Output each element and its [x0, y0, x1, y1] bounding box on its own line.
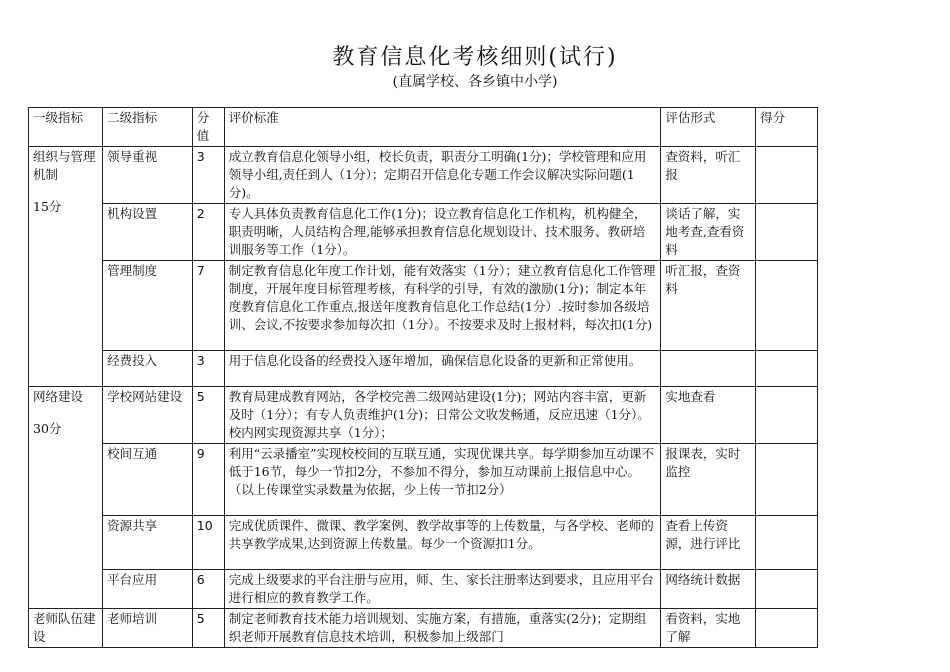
- method-cell: 实地查看: [661, 387, 756, 444]
- criteria-cell: 完成优质课件、微课、教学案例、教学故事等的上传数量，与各学校、老师的共享教学成果,达到资源上传数量。每少一个资源扣1分。: [224, 516, 661, 570]
- score-cell: [756, 351, 818, 387]
- method-cell: 网络统计数据: [661, 570, 756, 609]
- table-row: [29, 387, 818, 444]
- score-cell: [756, 609, 818, 648]
- score-cell: [756, 444, 818, 516]
- level2-cell: 校间互通: [103, 444, 193, 516]
- group-points: 30分: [33, 421, 62, 436]
- header-score: 得分: [756, 108, 818, 147]
- criteria-cell: 完成上级要求的平台注册与应用，师、生、家长注册率达到要求，且应用平台进行相应的教育教学工作。: [224, 570, 661, 609]
- level2-cell: 管理制度: [103, 261, 193, 351]
- header-points: 分值: [192, 108, 224, 147]
- points-cell: 3: [192, 147, 224, 204]
- header-row: [29, 108, 818, 147]
- points-cell: 3: [192, 351, 224, 387]
- group-name: 组织与管理机制: [33, 149, 96, 182]
- table-row: [29, 147, 818, 204]
- table-row: [29, 351, 818, 387]
- score-cell: [756, 204, 818, 261]
- table-row: [29, 444, 818, 516]
- table-row: [29, 609, 818, 648]
- header-criteria: 评价标准: [224, 108, 661, 147]
- criteria-cell: 用于信息化设备的经费投入逐年增加，确保信息化设备的更新和正常使用。: [224, 351, 661, 387]
- level2-cell: 老师培训: [103, 609, 193, 648]
- score-cell: [756, 387, 818, 444]
- document-title: 教育信息化考核细则(试行): [332, 45, 618, 70]
- document-subtitle: (直属学校、各乡镇中小学): [392, 74, 558, 90]
- method-cell: 查看上传资源，进行评比: [661, 516, 756, 570]
- level2-cell: 平台应用: [103, 570, 193, 609]
- level2-cell: 学校网站建设: [103, 387, 193, 444]
- points-cell: 10: [192, 516, 224, 570]
- method-cell: 看资料，实地了解: [661, 609, 756, 648]
- assessment-table: [28, 107, 818, 648]
- header-level1: 一级指标: [29, 108, 103, 147]
- score-cell: [756, 261, 818, 351]
- method-cell: 查资料，听汇报: [661, 147, 756, 204]
- method-cell: 听汇报，查资料: [661, 261, 756, 351]
- group-name: 老师队伍建设: [33, 611, 96, 644]
- group-cell-teachers: [29, 609, 103, 648]
- table-row: [29, 516, 818, 570]
- level2-cell: 资源共享: [103, 516, 193, 570]
- points-cell: 7: [192, 261, 224, 351]
- method-cell: 报课表，实时监控: [661, 444, 756, 516]
- points-cell: 5: [192, 387, 224, 444]
- criteria-cell: 专人具体负责教育信息化工作(1分)；设立教育信息化工作机构，机构健全，职责明晰，人员结构合理,能够承担教育信息化规划设计、技术服务、教研培训服务等工作（1分）。: [224, 204, 661, 261]
- score-cell: [756, 147, 818, 204]
- method-cell: 谈话了解，实地考查,查看资料: [661, 204, 756, 261]
- table-row: [29, 204, 818, 261]
- level2-cell: 领导重视: [103, 147, 193, 204]
- group-points: 15分: [33, 199, 62, 214]
- header-method: 评估形式: [661, 108, 756, 147]
- table-row: [29, 570, 818, 609]
- points-cell: 2: [192, 204, 224, 261]
- criteria-cell: 成立教育信息化领导小组，校长负责，职责分工明确(1分)；学校管理和应用领导小组,责任到人（1分）；定期召开信息化专题工作会议解决实际问题(1分)。: [224, 147, 661, 204]
- points-cell: 6: [192, 570, 224, 609]
- criteria-cell: 利用“云录播室”实现校校间的互联互通，实现优课共享。每学期参加互动课不低于16节，每少一节扣2分，不参加不得分，参加互动课前上报信息中心。（以上传课堂实录数量为依据，少上传一节扣2分）: [224, 444, 661, 516]
- criteria-cell: 教育局建成教育网站，各学校完善二级网站建设(1分)；网站内容丰富，更新及时（1分）；有专人负责维护(1分)；日常公文收发畅通，反应迅速（1分）。校内网实现资源共享（1分）；: [224, 387, 661, 444]
- level2-cell: 机构设置: [103, 204, 193, 261]
- header-level2: 二级指标: [103, 108, 193, 147]
- score-cell: [756, 516, 818, 570]
- criteria-cell: 制定教育信息化年度工作计划，能有效落实（1分）；建立教育信息化工作管理制度，开展年度目标管理考核，有科学的引导，有效的激励(1分)；制定本年度教育信息化工作重点,报送年度教育信息化工作总结(1分）.按时参加各级培训、会议,不按要求参加每次扣（1分）。不按要求及时上报材料，每次扣(1分): [224, 261, 661, 351]
- method-cell: [661, 351, 756, 387]
- level2-cell: 经费投入: [103, 351, 193, 387]
- group-cell-network: [29, 387, 103, 609]
- criteria-cell: 制定老师教育技术能力培训规划、实施方案，有措施，重落实(2分)；定期组织老师开展教育信息技术培训，积极参加上级部门: [224, 609, 661, 648]
- group-cell-organization: [29, 147, 103, 387]
- table-row: [29, 261, 818, 351]
- points-cell: 5: [192, 609, 224, 648]
- points-cell: 9: [192, 444, 224, 516]
- group-name: 网络建设: [33, 389, 84, 404]
- score-cell: [756, 570, 818, 609]
